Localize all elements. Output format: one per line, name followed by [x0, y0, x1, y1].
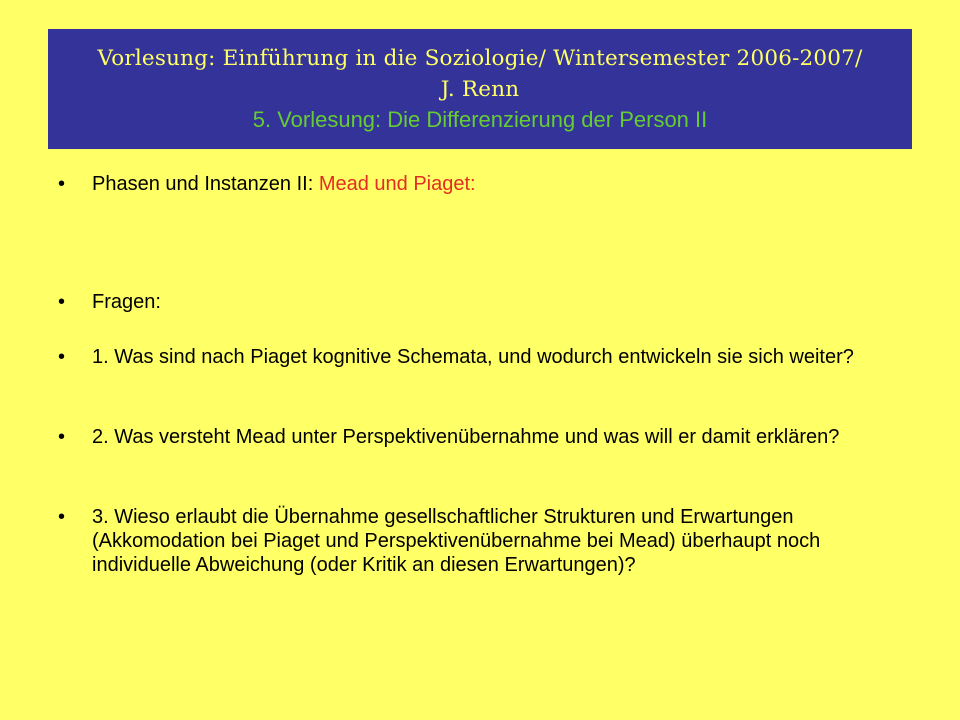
- bullet-text: [92, 172, 878, 196]
- bullet-item-question-1: [58, 345, 878, 369]
- slide-title: Vorlesung: Einführung in die Soziologie/ Wintersemester 2006-2007/ J. Renn: [97, 46, 863, 102]
- slide-subtitle: 5. Vorlesung: Die Differenzierung der Person II: [252, 107, 708, 132]
- bullet-icon: •: [58, 291, 66, 313]
- bullet-icon: •: [58, 426, 66, 448]
- bullet-text: 1. Was sind nach Piaget kognitive Schemata, und wodurch entwickeln sie sich weiter?: [92, 346, 854, 368]
- bullet-text: 2. Was versteht Mead unter Perspektivenübernahme und was will er damit erklären?: [92, 426, 840, 448]
- bullet-text: 3. Wieso erlaubt die Übernahme gesellschaftlicher Strukturen und Erwartungen (Akkomodation bei Piaget und Perspektivenübernahme bei Mead) überhaupt noch individuelle Abweichung (oder Kritik an diesen Erwartungen)?: [92, 506, 821, 576]
- bullet-item-phasen: [58, 172, 878, 196]
- bullet-item-fragen: [58, 290, 878, 314]
- title-box: [48, 29, 912, 149]
- bullet-icon: •: [58, 346, 66, 368]
- bullet-icon: •: [58, 173, 66, 195]
- bullet-icon: •: [58, 506, 66, 528]
- bullet-text-plain: Phasen und Instanzen II:: [92, 173, 319, 195]
- bullet-text: Fragen:: [92, 291, 161, 313]
- bullet-item-question-2: [58, 425, 878, 449]
- bullet-item-question-3: [58, 505, 878, 577]
- bullet-text-highlight: Mead und Piaget:: [318, 173, 476, 195]
